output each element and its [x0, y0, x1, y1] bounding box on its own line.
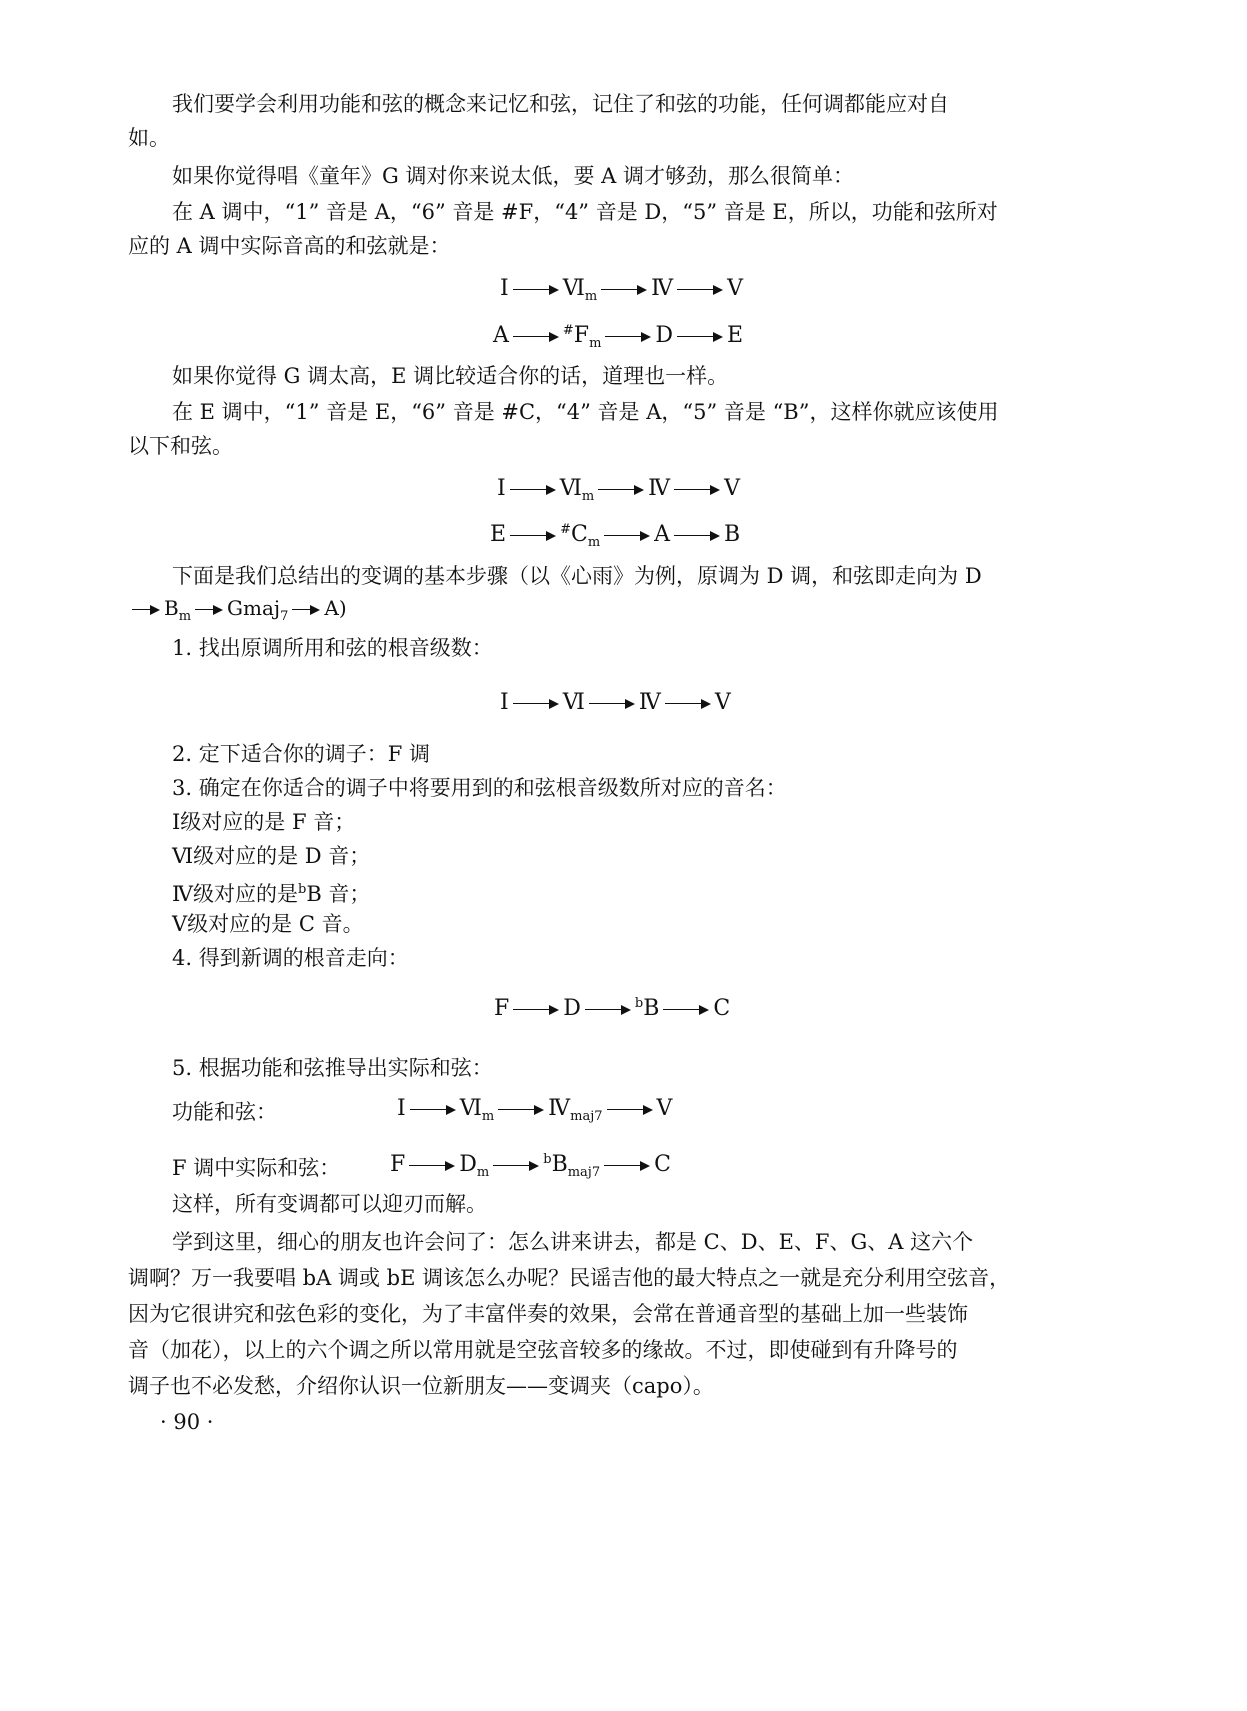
chord-degree: [563, 276, 597, 304]
para1-line2: 如。: [128, 126, 170, 150]
flow-a-functional: [500, 276, 743, 304]
chord-degree: Ⅵ: [562, 690, 585, 715]
flat-sign: b: [634, 996, 644, 1011]
arrow-icon: [292, 605, 320, 615]
chord-degree: Ⅰ: [497, 476, 506, 501]
chord-name: [227, 596, 288, 624]
chord-name: D: [655, 323, 674, 348]
chord-name: E: [727, 323, 744, 348]
arrow-icon: [605, 332, 651, 342]
para4: 如果你觉得 G 调太高，E 调比较适合你的话，道理也一样。: [172, 364, 729, 388]
flow-step5-functional: [397, 1096, 672, 1124]
subscript: maj7: [567, 1165, 601, 1180]
subscript: maj7: [570, 1109, 603, 1124]
chord-degree: Ⅰ: [397, 1096, 406, 1121]
subscript: 7: [280, 609, 289, 624]
arrow-icon: [604, 1161, 650, 1171]
arrow-icon: [607, 1105, 653, 1115]
degree-text: Ⅳ: [548, 1096, 571, 1121]
real-chords-label: F 调中实际和弦：: [172, 1156, 341, 1180]
chord-name: [164, 596, 191, 624]
flow-step1: [500, 690, 731, 715]
para7-line5: 调子也不必发愁，介绍你认识一位新朋友——变调夹（capo）。: [128, 1374, 714, 1398]
degree-note: B 音；: [306, 882, 371, 906]
para6-line1: 下面是我们总结出的变调的基本步骤（以《心雨》为例，原调为 D 调，和弦即走向为 D: [172, 564, 982, 588]
chord-degree: [548, 1096, 602, 1124]
chord-root: D: [459, 1152, 477, 1177]
subscript: m: [178, 609, 192, 624]
para6-line2: [128, 596, 347, 624]
arrow-icon: [513, 332, 559, 342]
chord-root: B: [551, 1152, 568, 1177]
arrow-icon: [195, 605, 223, 615]
arrow-icon: [493, 1161, 539, 1171]
flow-e-real: [490, 522, 740, 550]
subscript: m: [587, 535, 601, 550]
degree-text: Ⅵ: [562, 276, 585, 301]
chord-name: F: [494, 996, 510, 1021]
para3-line2: 应的 A 调中实际音高的和弦就是：: [128, 234, 451, 258]
arrow-icon: [604, 531, 650, 541]
arrow-icon: [663, 1005, 709, 1015]
chord-root: Gmaj: [227, 596, 281, 620]
flat-sign: b: [543, 1152, 552, 1167]
step3: 3. 确定在你适合的调子中将要用到的和弦根音级数所对应的音名：: [172, 776, 787, 800]
arrow-icon: [132, 605, 160, 615]
chord-name: E: [490, 522, 507, 547]
chord-degree: Ⅴ: [727, 276, 744, 301]
step5: 5. 根据功能和弦推导出实际和弦：: [172, 1056, 493, 1080]
subscript: m: [476, 1165, 490, 1180]
arrow-icon: [510, 485, 556, 495]
flow-step4: [494, 996, 730, 1021]
chord-name: F: [390, 1152, 406, 1177]
arrow-icon: [510, 531, 556, 541]
chord-degree: [560, 476, 594, 504]
para7-line1: 学到这里，细心的朋友也许会问了：怎么讲来讲去，都是 C、D、E、F、G、A 这六个: [172, 1230, 974, 1254]
flow-a-real: [493, 323, 743, 351]
flat-sign: b: [297, 882, 307, 897]
arrow-icon: [410, 1105, 456, 1115]
sharp-sign: #: [560, 522, 571, 537]
step1: 1. 找出原调所用和弦的根音级数：: [172, 636, 493, 660]
functional-chords-label: 功能和弦：: [172, 1100, 277, 1124]
page-number: · 90 ·: [160, 1410, 214, 1434]
chord-root: B: [164, 596, 179, 620]
subscript: m: [481, 1109, 495, 1124]
arrow-icon: [513, 285, 559, 295]
arrow-icon: [589, 699, 635, 709]
degree-text: Ⅵ: [459, 1096, 482, 1121]
arrow-icon: [674, 531, 720, 541]
arrow-icon: [409, 1161, 455, 1171]
para2: 如果你觉得唱《童年》G 调对你来说太低，要 A 调才够劲，那么很简单：: [172, 164, 854, 188]
chord-name: C: [654, 1152, 671, 1177]
arrow-icon: [585, 1005, 631, 1015]
step4: 4. 得到新调的根音走向：: [172, 946, 409, 970]
chord-name: A: [493, 323, 509, 348]
para7-line4: 音（加花），以上的六个调之所以常用就是空弦音较多的缘故。不过，即使碰到有升降号的: [128, 1338, 958, 1362]
step2: 2. 定下适合你的调子：F 调: [172, 742, 430, 766]
degree-5-line: Ⅴ级对应的是 C 音。: [172, 912, 364, 936]
arrow-icon: [513, 1005, 559, 1015]
chord-name: [560, 522, 600, 550]
arrow-icon: [677, 285, 723, 295]
chord-name: A: [654, 522, 671, 547]
chord-degree: Ⅳ: [638, 690, 661, 715]
arrow-icon: [498, 1105, 544, 1115]
arrow-icon: [598, 485, 644, 495]
chord-degree: Ⅳ: [648, 476, 671, 501]
conclusion: 这样，所有变调都可以迎刃而解。: [172, 1192, 487, 1216]
arrow-icon: [601, 285, 647, 295]
subscript: m: [589, 336, 602, 351]
degree-4-line: [172, 874, 370, 910]
chord-name: D: [563, 996, 581, 1021]
para5-line2: 以下和弦。: [128, 434, 233, 458]
flow-step5-real: [390, 1152, 671, 1180]
chord-name: [563, 323, 602, 351]
chord-degree: Ⅴ: [714, 690, 731, 715]
degree-6-line: Ⅵ级对应的是 D 音；: [172, 844, 371, 868]
para7-line3: 因为它很讲究和弦色彩的变化，为了丰富伴奏的效果，会常在普通音型的基础上加一些装饰: [128, 1302, 968, 1326]
para5-line1: 在 E 调中，“1” 音是 E，“6” 音是 #C，“4” 音是 A，“5” 音是 “B”，这样你就应该使用: [172, 400, 999, 424]
chord-degree: Ⅰ: [500, 690, 509, 715]
chord-name: B: [724, 522, 741, 547]
arrow-icon: [674, 485, 720, 495]
chord-name: [635, 996, 660, 1021]
chord-degree: [460, 1096, 494, 1124]
degree-text: Ⅳ级对应的是: [172, 882, 298, 906]
chord-degree: Ⅳ: [651, 276, 674, 301]
arrow-icon: [665, 699, 711, 709]
para7-line2: 调啊？万一我要唱 bA 调或 bE 调该怎么办呢？民谣吉他的最大特点之一就是充分利用空弦音，: [128, 1266, 1011, 1290]
chord-degree: Ⅴ: [656, 1096, 673, 1121]
sharp-sign: #: [562, 323, 574, 338]
subscript: m: [584, 289, 598, 304]
para3-line1: 在 A 调中，“1” 音是 A，“6” 音是 #F，“4” 音是 D，“5” 音是 E，所以，功能和弦所对: [172, 200, 998, 224]
chord-name: A): [324, 596, 347, 620]
chord-degree: Ⅴ: [724, 476, 741, 501]
chord-name: C: [713, 996, 731, 1021]
chord-root: B: [643, 996, 660, 1021]
para1-line1: 我们要学会利用功能和弦的概念来记忆和弦，记住了和弦的功能，任何调都能应对自: [172, 92, 949, 116]
chord-root: C: [570, 522, 588, 547]
chord-degree: Ⅰ: [500, 276, 509, 301]
degree-text: Ⅵ: [559, 476, 582, 501]
chord-root: F: [573, 323, 590, 348]
chord-name: [543, 1152, 600, 1180]
arrow-icon: [677, 332, 723, 342]
degree-1-line: Ⅰ级对应的是 F 音；: [172, 810, 356, 834]
subscript: m: [581, 489, 595, 504]
flow-e-functional: [497, 476, 740, 504]
chord-name: [459, 1152, 489, 1180]
arrow-icon: [513, 699, 559, 709]
